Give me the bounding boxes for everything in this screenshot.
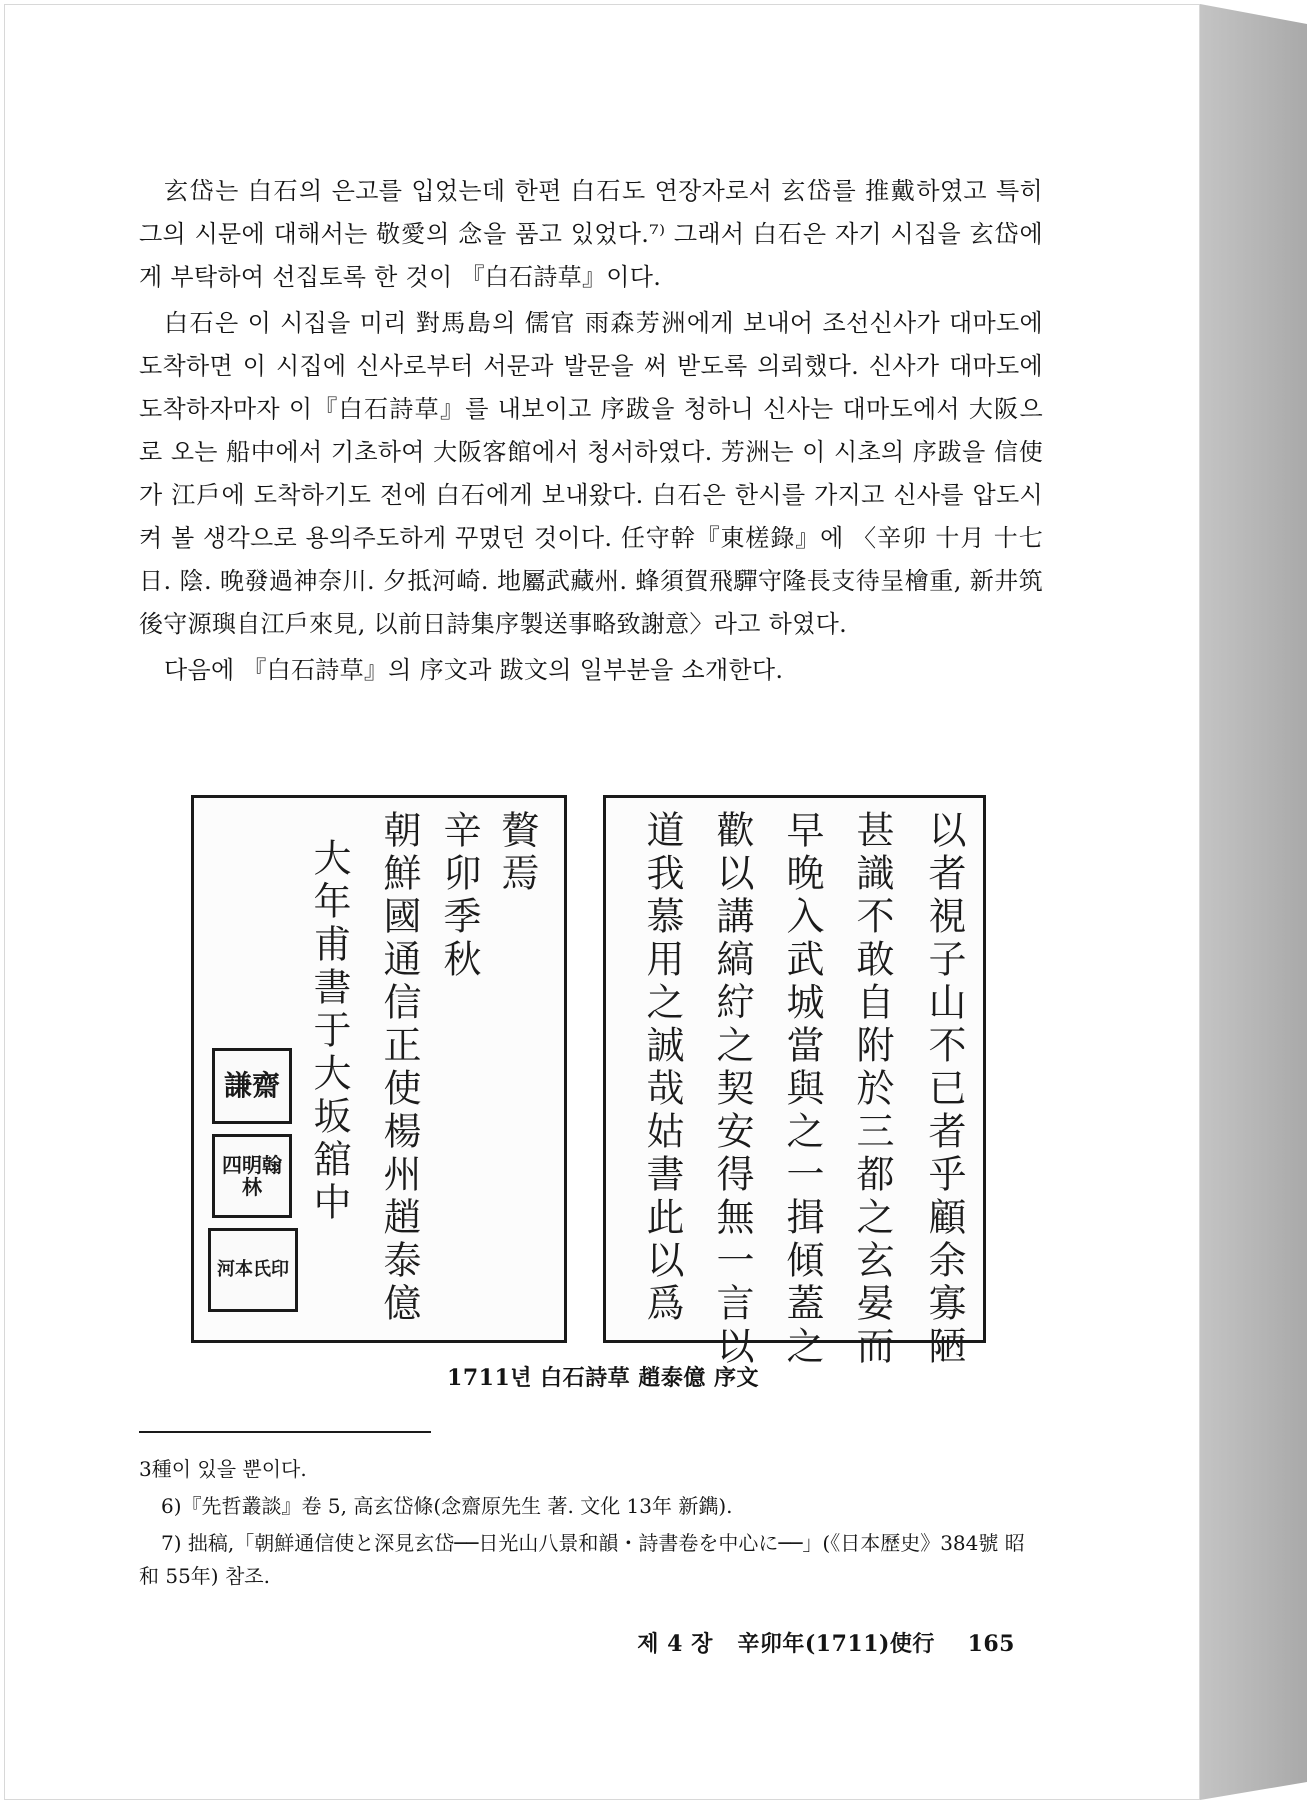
footer-chapter-title: 辛卯年(1711)使行 bbox=[737, 1631, 935, 1657]
calligraphy-figure bbox=[191, 795, 986, 1369]
page-footer bbox=[625, 1627, 1015, 1658]
seal-stamp-top: 謙齋 bbox=[212, 1048, 292, 1124]
main-text bbox=[139, 170, 1043, 695]
paragraph-3: 다음에 『白石詩草』의 序文과 跋文의 일부분을 소개한다. bbox=[164, 656, 784, 684]
book-page bbox=[4, 4, 1200, 1800]
calligraphy-column: 道我慕用之誠哉姑書此以爲 bbox=[640, 810, 684, 1326]
calligraphy-column: 大年甫書于大坂舘中 bbox=[307, 838, 351, 1225]
footnote-6: 6)『先哲叢談』卷 5, 高玄岱條(念齋原先生 著. 文化 13年 新鐫). bbox=[161, 1494, 733, 1518]
figure-caption: 1711년 白石詩草 趙泰億 序文 bbox=[447, 1365, 759, 1391]
page-number: 165 bbox=[967, 1631, 1015, 1657]
calligraphy-column: 甚識不敢自附於三都之玄晏而 bbox=[850, 810, 894, 1369]
calligraphy-column: 歡以講縞紵之契安得無一言以 bbox=[710, 810, 754, 1369]
paragraph-2: 白石은 이 시집을 미리 對馬島의 儒官 雨森芳洲에게 보내어 조선신사가 대마도에 도착하면 이 시집에 신사로부터 서문과 발문을 써 받도록 의뢰했다. 신사가 대마도에 도착하자마자 이『白石詩草』를 내보이고 序跋을 청하니 신사는 대마도에서 大阪으로 오는 船中에서 기초하여 大阪客館에서 청서하였다. 芳洲는 이 시초의 序跋을 信使가 江戶에 도착하기도 전에 白石에게 보내왔다. 白石은 한시를 가지고 신사를 압도시켜 볼 생각으로 용의주도하게 꾸몄던 것이다. 任守幹『東槎錄』에 〈辛卯 十月 十七日. 陰. 晚發過神奈川. 夕抵河崎. 地屬武藏州. 蜂須賀飛驒守隆長支待呈檜重, 新井筑後守源璵自江戶來見, 以前日詩集序製送事略致謝意〉라고 하였다. bbox=[139, 309, 1043, 638]
book-spine bbox=[1200, 4, 1307, 1800]
calligraphy-panel-left bbox=[191, 795, 567, 1343]
paragraph-1: 玄岱는 白石의 은고를 입었는데 한편 白石도 연장자로서 玄岱를 推戴하였고 특히 그의 시문에 대해서는 敬愛의 念을 품고 있었다.⁷⁾ 그래서 白石은 자기 시집을 玄岱에게 부탁하여 선집토록 한 것이 『白石詩草』이다. bbox=[139, 177, 1043, 291]
calligraphy-column: 以者視子山不已者乎顧余寡陋 bbox=[922, 810, 966, 1369]
calligraphy-column: 早晚入武城當與之一揖傾蓋之 bbox=[780, 810, 824, 1369]
footnote-continuation: 3種이 있을 뿐이다. bbox=[139, 1457, 307, 1481]
calligraphy-column: 朝鮮國通信正使楊州趙泰億 bbox=[377, 810, 421, 1326]
calligraphy-column: 辛卯季秋 bbox=[437, 810, 481, 982]
calligraphy-panel-right bbox=[603, 795, 986, 1369]
footnotes bbox=[139, 1453, 1043, 1597]
seal-stamp-middle: 四明翰林 bbox=[212, 1134, 292, 1218]
seal-stamp-bottom: 河本氏印 bbox=[208, 1228, 298, 1312]
footnote-7: 7) 拙稿,「朝鮮通信使と深見玄岱──日光山八景和韻・詩書卷を中心に──」(《日本歷史》384號 昭和 55年) 참조. bbox=[139, 1531, 1025, 1588]
footer-chapter: 제 4 장 bbox=[637, 1631, 713, 1657]
calligraphy-column: 贅焉 bbox=[495, 810, 539, 896]
footnote-divider bbox=[139, 1431, 431, 1433]
